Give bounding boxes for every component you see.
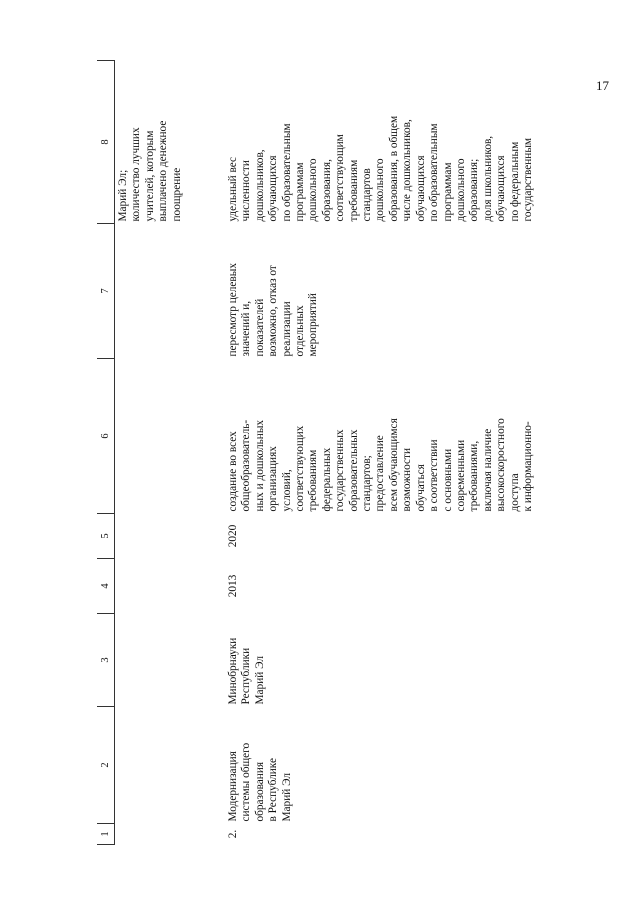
continued-indicators: Марий Эл; количество лучших учителей, которым выплачено денежное поощрение (117, 120, 183, 222)
header-col-2: 2 (97, 707, 115, 824)
program-table (97, 60, 535, 845)
end-year: 2020 (227, 524, 239, 548)
page-number: 17 (596, 78, 609, 93)
header-col-5: 5 (97, 514, 115, 559)
start-year: 2013 (227, 574, 239, 598)
row-number: 2. (227, 829, 239, 839)
header-col-7: 7 (97, 224, 115, 359)
header-col-4: 4 (97, 559, 115, 614)
header-row (97, 61, 115, 845)
header-col-6: 6 (97, 359, 115, 514)
header-col-3: 3 (97, 614, 115, 707)
indicators: удельный вес численности дошкольников, обучающихся по образовательным программам дошкольного образования, соответствующим требованиям стандартов дошкольного образования, в общем числе дошкольников, обучающихся по образовательным программам дошкольного образования; доля школьников, обучающихся по федеральным государственным (227, 115, 534, 222)
consequences: пересмотр целевых значений и, показателей возможно, отказ от реализации отдельных мероприятий (227, 263, 320, 357)
rotated-table-wrapper (97, 85, 557, 845)
header-col-1: 1 (97, 824, 115, 845)
measure-name: Модернизация системы общего образования в Республике Марий Эл (227, 742, 293, 822)
expected-result: создание во всех общеобразователь- ных и дошкольных организациях условий, соответствующих требованиям федеральных государственных образовательных стандартов; предоставление всем обучающимся возможности обучаться в соответствии с основными современными требованиями, включая наличие высокоскоростного доступа к информационно- (227, 418, 534, 512)
executor: Минобрнауки Республики Марий Эл (227, 637, 266, 705)
continued-row (115, 61, 218, 845)
table-row (217, 61, 535, 845)
header-col-8: 8 (97, 61, 115, 224)
